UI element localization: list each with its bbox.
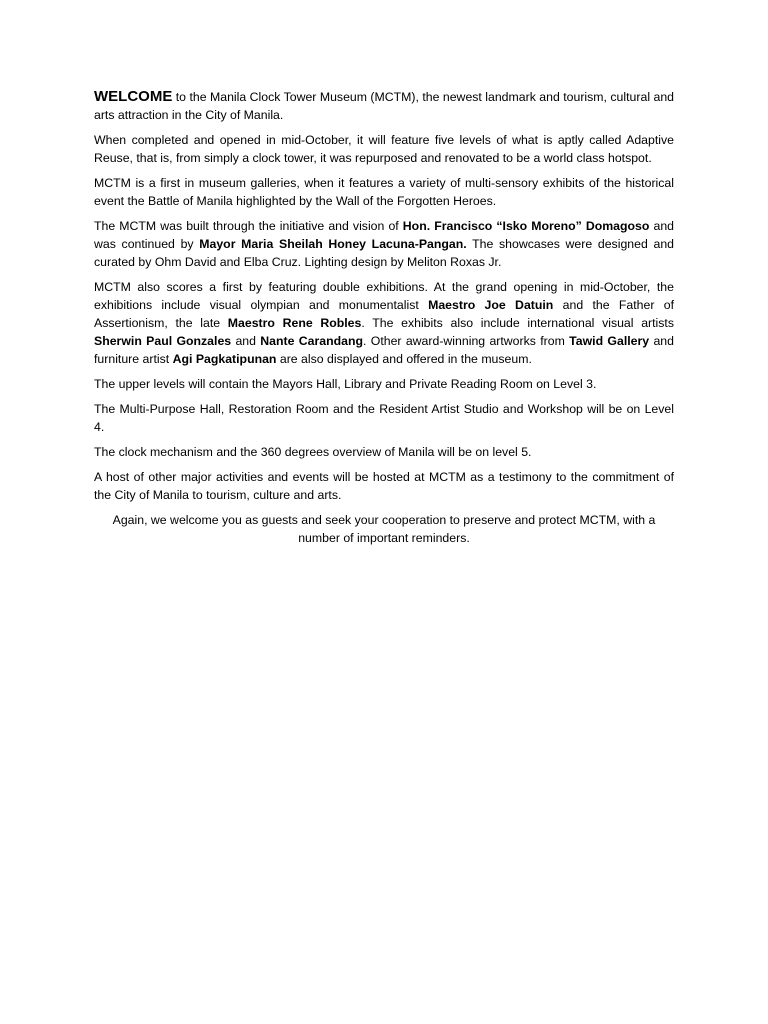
bold-name: Agi Pagkatipunan [172,352,277,366]
bold-name: Nante Carandang [260,334,364,348]
bold-name: Mayor Maria Sheilah Honey Lacuna-Pangan. [199,237,467,251]
paragraph-museum-galleries: MCTM is a first in museum galleries, when it features a variety of multi-sensory exhibits of the historical event the Battle of Manila highlighted by the Wall of the Forgotten Heroes. [94,176,674,208]
text-segment: . Other award-winning artworks from [363,334,570,348]
text-segment: The MCTM was built through the initiative and vision of [94,219,403,233]
paragraph-exhibitions [94,278,674,368]
paragraph-closing: Again, we welcome you as guests and seek your cooperation to preserve and protect MCTM, with a number of important reminders. [112,513,656,545]
welcome-heading: WELCOME [94,88,173,105]
paragraph-initiative [94,217,674,271]
text-segment: MCTM also scores a first by featuring double exhibitions. At the grand opening in mid-October, the exhibitions include visual olympian and monumentalist [94,280,674,312]
text-segment: and furniture artist [94,334,674,366]
paragraph-welcome [94,88,674,124]
bold-name: Tawid Gallery [569,334,650,348]
paragraph-activities: A host of other major activities and events will be hosted at MCTM as a testimony to the commitment of the City of Manila to tourism, culture and arts. [94,470,674,502]
document-body [94,88,674,554]
text-segment: The showcases were designed and curated by Ohm David and Elba Cruz. Lighting design by Meliton Roxas Jr. [94,237,675,269]
paragraph-level-3: The upper levels will contain the Mayors Hall, Library and Private Reading Room on Level 3. [94,377,597,391]
welcome-text: to the Manila Clock Tower Museum (MCTM), the newest landmark and tourism, cultural and arts attraction in the City of Manila. [94,90,674,122]
text-segment: and was continued by [94,219,675,251]
bold-name: Sherwin Paul Gonzales [94,334,232,348]
text-segment: and [231,334,261,348]
bold-name: Maestro Joe Datuin [428,298,554,312]
text-segment: . The exhibits also include international visual artists [361,316,674,330]
paragraph-level-4: The Multi-Purpose Hall, Restoration Room and the Resident Artist Studio and Workshop will be on Level 4. [94,402,674,434]
bold-name: Maestro Rene Robles [227,316,362,330]
bold-name: Hon. Francisco “Isko Moreno” Domagoso [402,219,650,233]
paragraph-adaptive-reuse: When completed and opened in mid-October, it will feature five levels of what is aptly called Adaptive Reuse, that is, from simply a clock tower, it was repurposed and renovated to be a world class hotspot. [94,133,674,165]
text-segment: and the Father of Assertionism, the late [94,298,674,330]
text-segment: are also displayed and offered in the museum. [276,352,532,366]
paragraph-level-5: The clock mechanism and the 360 degrees overview of Manila will be on level 5. [94,445,532,459]
